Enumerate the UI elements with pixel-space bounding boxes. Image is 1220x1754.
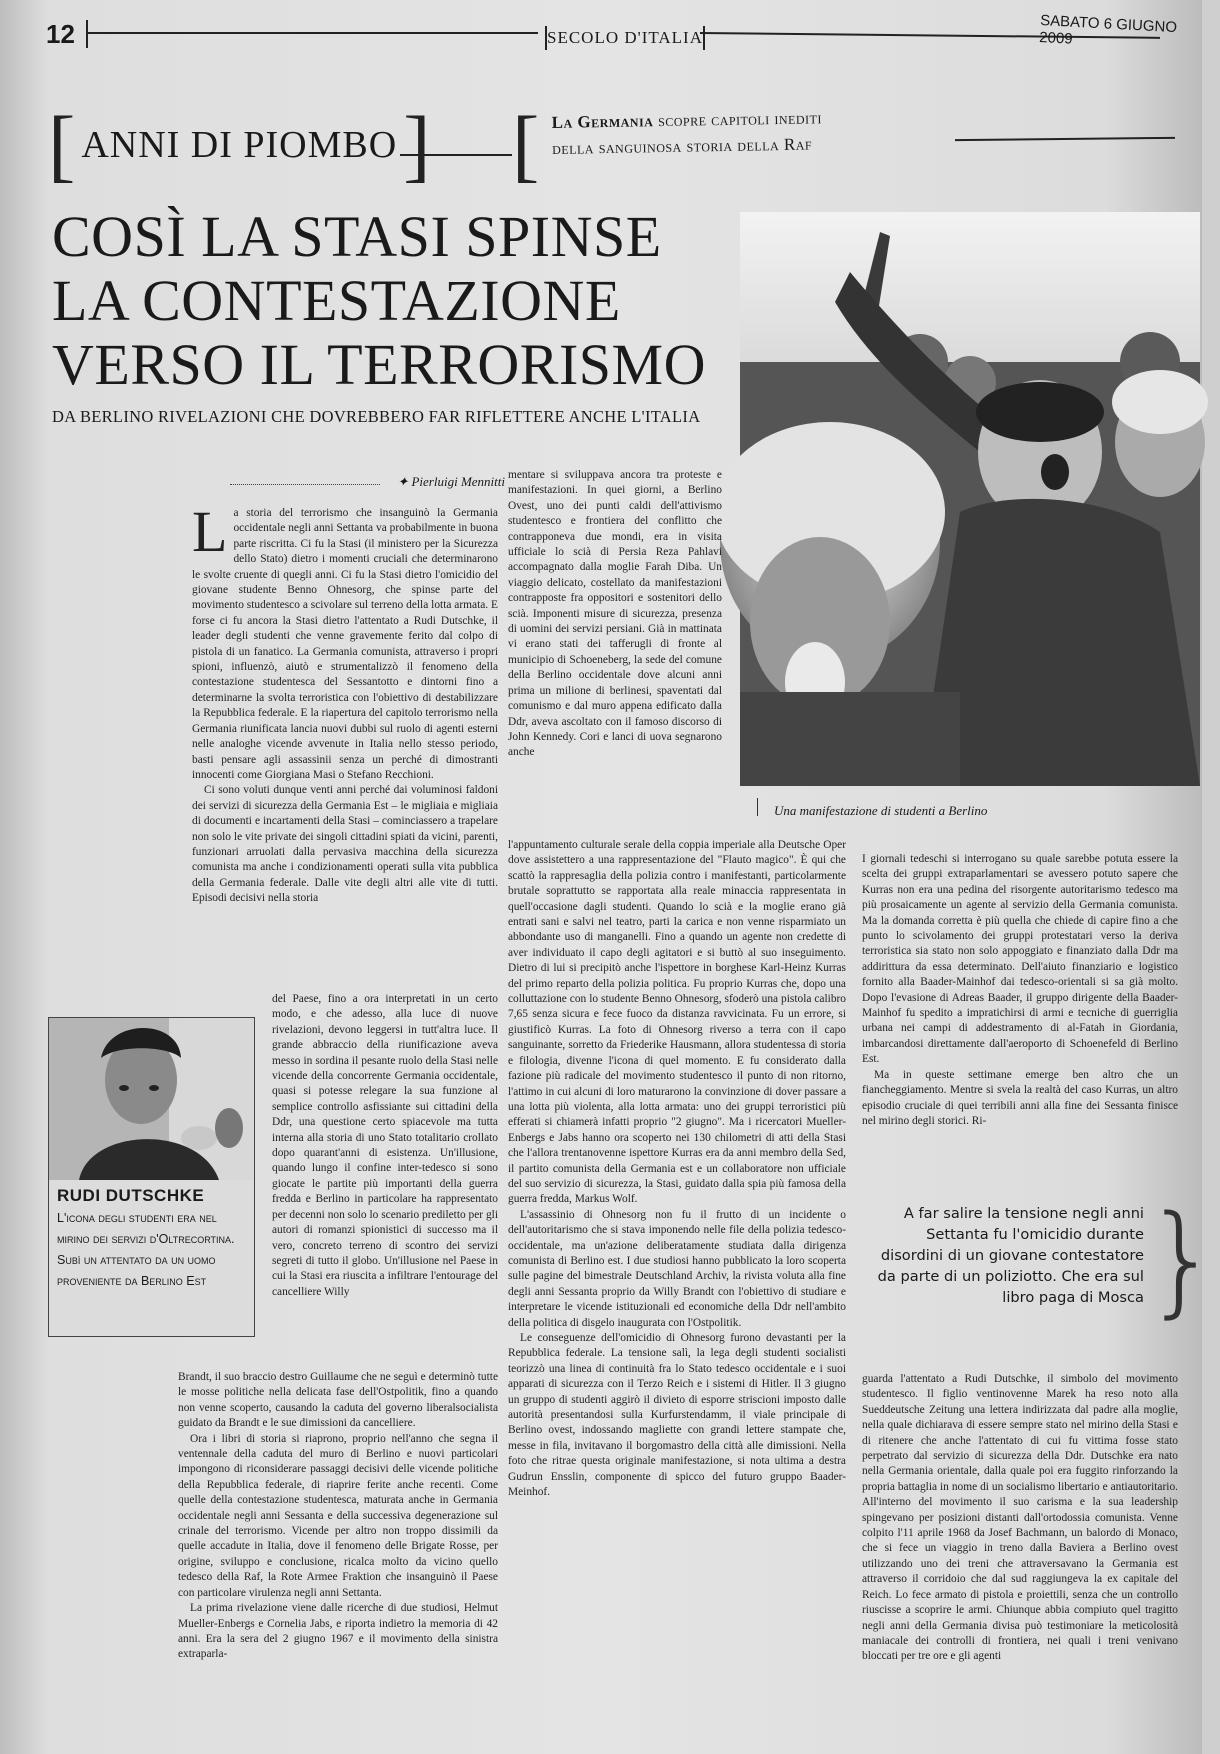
paragraph: I giornali tedeschi si interrogano su quale sarebbe potuta essere la scelta dei gruppi extraparlamentari se avessero potuto sapere che Kurras non era una pedina del risorgente autoritarismo tedesco ma più prosaicamente un agente al servizio della Germania comunista. Ma la domanda corretta è più quella che chiede di capire fino a che punto lo scivolamento dei gruppi protestatari verso la deriva terroristica sia stato non solo appoggiato e finanziato dalla Ddr ma addirittura da essa determinato. Dell'aiuto finanziario e logistico fornito alla Baader-Mainhof dai tedesco-orientali si sa già molto. Dopo l'evasione di Adreas Baader, il gruppo dirigente della Baader-Mainhof fu spedito a impratichirsi di armi e tecniche di guerriglia urbana nei campi di addestramento di al-Fatah in Giordania, imbarcandosi direttamente dall'aeroporto di Schoenefeld di Berlino Est.	[862, 853, 1178, 1066]
section-header	[48, 99, 431, 190]
protest-photo-illustration	[740, 212, 1200, 786]
paragraph: Ora i libri di storia si riaprono, proprio nell'anno che segna il ventennale della caduta del muro di Berlino e nuovi particolari impongono di riconsiderare passaggi decisivi delle vicende politiche della Repubblica federale, di riaprire ferite anche recenti. Come quelle della contestazione studentesca, maturata anche in Germania occidentale negli anni Sessanta e della successiva degenerazione sul crinale del terrorismo. Vicende per altro non troppo dissimili da quelle accadute in Italia, dove il fenomeno delle Brigate Rosse, per origine, sviluppo e conclusione, ricalca molto da vicino quello tedesco della Raf, la Rote Armee Fraktion che insanguinò il Paese con particolare virulenza negli anni Settanta.	[178, 1432, 498, 1599]
paragraph-text: a storia del terrorismo che insanguinò la Germania occidentale negli anni Settanta va probabilmente in buona parte riscritta. Ci fu la Stasi (il ministero per la Sicurezza dello Stato) dietro i momenti cruciali che determinarono le svolte cruente di quegli anni. Ci fu la Stasi dietro l'omicidio del giovane studente Benno Ohnesorg, che spinse parte del movimento studentesco a scivolare sul terreno della lotta armata. E forse ci fu ancora la Stasi dietro l'attentato a Rudi Dutschke, il leader degli studenti che venne gravemente ferito dal colpo di pistola di un fanatico. La Germania comunista, attraverso i propri spioni, influenzò, aiutò e strumentalizzò il fenomeno della contestazione studentesca del Sessantotto e dintorni fino a determinarne la svolta terroristica con l'obiettivo di destabilizzare la Repubblica federale. E la riapertura del capitolo terrorismo nella Germania riunificata lancia nuovi dubbi sul ruolo di agenti esterni nelle analoghe vicende avvenute in Italia nello stesso periodo, basti pensare agli assassinii senza un perché di dimostranti innocenti come Giorgiana Masi o Stefano Recchioni.	[192, 507, 498, 781]
pull-quote: A far salire la tensione negli anni Settanta fu l'omicidio durante disordini di un giovane contestatore da parte di un poliziotto. Che era sul libro paga di Mosca	[877, 1205, 1144, 1306]
masthead: SECOLO D'ITALIA	[545, 26, 705, 50]
caption-rule	[757, 798, 758, 816]
paragraph: Ma in queste settimane emerge ben altro che un fiancheggiamento. Mentre si svela la realtà del caso Kurras, un altro episodio cruciale di quei terribili anni alla fine dei Sessanta finisce nel mirino degli storici. Ri-	[862, 1068, 1178, 1127]
article-column-3	[862, 852, 1178, 1192]
article-column-1b	[272, 992, 498, 1370]
headline-line: VERSO IL TERRORISMO	[52, 332, 707, 397]
subheadline: DA BERLINO RIVELAZIONI CHE DOVREBBERO FAR RIFLETTERE ANCHE L'ITALIA	[52, 407, 701, 426]
headline	[52, 205, 732, 397]
page-number: 12	[46, 20, 88, 48]
portrait-photo-illustration	[49, 1018, 254, 1180]
paragraph: Ci sono voluti dunque venti anni perché dai voluminosi faldoni dei servizi di sicurezza della Germania Est – le migliaia e migliaia di documenti e incartamenti della Stasi – cominciassero a trapelare non solo le vite private dei singoli cittadini spiati da vicini, parenti, funzionari arruolati dalla pervasiva macchina della sicurezza comunista ma anche i condizionamenti operati sulla vita pubblica della Germania federale. Dalle vite degli altri alle vite di tutti. Episodi decisivi nella storia	[192, 784, 498, 905]
paragraph: Le conseguenze dell'omicidio di Ohnesorg furono devastanti per la Repubblica federale. La tensione salì, la lega degli studenti socialisti teorizzò una linea di continuità fra lo Stato tedesco occidentale e i suoi apparati di sicurezza con il Terzo Reich e i sistemi di Hitler. Il 3 giugno un gruppo di studenti aggirò il divieto di esporre striscioni imposto dalle autorità presentandosi sulla Kurfurstendamm, il viale principale di Berlino ovest, indossando magliette con grandi lettere stampate che, messe in fila, invitavano il borgomastro della città alle dimissioni. Nella foto che ritrae questa originale manifestazione, si nota ultima a destra Gudrun Ensslin, componente di spicco del futuro gruppo Baader-Meinhof.	[508, 1332, 846, 1499]
author-name: Pierluigi Mennitti	[411, 474, 505, 489]
kicker-line2: della sanguinosa storia della Raf	[552, 134, 813, 158]
headline-line: LA CONTESTAZIONE	[52, 268, 621, 333]
article-column-2	[508, 468, 722, 838]
paragraph	[192, 499, 498, 783]
section-rule	[400, 154, 512, 156]
article-column-3b	[862, 1372, 1178, 1738]
bracket-right: ]	[403, 99, 431, 190]
article-column-1c	[178, 1370, 498, 1738]
sidebar-caption: L'icona degli studenti era nel mirino dei servizi d'Oltrecortina. Subì un attentato da un uomo proveniente da Berlino Est	[57, 1211, 235, 1288]
paragraph: guarda l'attentato a Rudi Dutschke, il simbolo del movimento studentesco. Il figlio ventinovenne Marek ha reso noto alla Sueddeutsche Zeitung una lettera indirizzata dal padre alla moglie, nella quale dichiarava di essere sempre stato nel mirino della Stasi e di ritenere che anche l'attentato di cui fu vittima fosse stato perpetrato dal servizio di sicurezza della Ddr. Dutschke era nato nella Germania orientale, dalla quale poi era fuggito rinforzando la propria battaglia in nome di un socialismo libertario e antiautoritario. All'interno del movimento il suo carisma e la sua leadership spingevano per posizioni distanti dall'ortodossia comunista. Venne colpito l'11 aprile 1968 da Josef Bachmann, un balordo di Monaco, che si fece un viaggio in treno dalla Baviera a Berlino ovest utilizzando uno dei treni che attraversavano la Germania est attraverso il corridoio che dal sud raggiungeva la ex capitale del Reich. Lo fece armato di pistola e proiettili, senza che un controllo riuscisse a scoprire le armi. Chiunque abbia compiuto quel tragitto negli anni della Germania divisa può testimoniare la meticolosità maniacale dei controlli di frontiera, nei quali i treni venivano bloccati per tre ore e gli agenti	[862, 1373, 1178, 1663]
paragraph: L'assassinio di Ohnesorg non fu il frutto di un incidente o dell'autoritarismo che si stava imponendo nelle file della polizia tedesco-occidentale, ma un'azione deliberatamente studiata dalla dirigenza comunista di Berlino est. I due studiosi hanno pubblicato la loro scoperta sulle pagine del bimestrale Deutschland Archiv, la rivista voluta alla fine degli anni Sessanta proprio da Willy Brandt con l'obiettivo di studiare e interpretare le vicende istituzionali ed economiche della Ddr nell'ambito della politica di disgelo inaugurata con l'Ostpolitik.	[508, 1208, 846, 1329]
article-column-2b	[508, 838, 846, 1738]
paragraph: l'appuntamento culturale serale della coppia imperiale alla Deutsche Oper dove assistettero a una rappresentazione del "Flauto magico". È qui che scattò la rappresaglia della polizia contro i manifestanti, particolarmente brutale soprattutto se rapportata alla reale minaccia rappresentata in quell'occasione dagli studenti. Quando lo scià e la moglie erano già entrati sani e salvi nel teatro, parti la carica e non venne risparmiato un abbondante uso di manganelli. Fino a quando un agente non credette di aver individuato il capo degli agitatori e si buttò al suo inseguimento. Dietro di lui si precipitò anche l'ispettore in borghese Karl-Heinz Kurras del primo reparto della polizia politica. Fu proprio Kurras che, dopo una colluttazione con lo studente Benno Ohnesorg, sfoderò una pistola calibro 7,65 senza sicura e fece fuoco da distanza ravvicinata. Fu un errore, si giustificò Kurras. La foto di Ohnesorg riverso a terra con il capo sanguinante, sorretto da Friederike Hausmann, allora studentessa di storia e filologia, divenne l'icona di quel momento. E fu considerato dalla fazione più radicale del movimento studentesco il punto di non ritorno, l'attimo in cui alcuni di loro maturarono la convinzione di dover passare a una lotta più violenta, alla lotta armata: uno dei gruppi terroristici più efferati si chiamerà infatti proprio "2 giugno". Ma i ricercatori Mueller-Enbergs e Jabs hanno ora scoperto nei 130 chilometri di atti della Stasi che l'allora trentanovenne ispettore Kurras era da anni membro della Sed, il partito comunista della Germania est e un collaboratore non ufficiale del suo servizio di sicurezza, la Stasi, guidato dalla spia più famosa della guerra fredda, Markus Wolf.	[508, 839, 846, 1206]
kicker-rule	[955, 137, 1175, 141]
kicker-line1: scopre capitoli inediti	[657, 108, 823, 131]
kicker-bold: La Germania	[551, 111, 654, 133]
sidebar-name: RUDI DUTSCHKE	[57, 1186, 205, 1205]
sidebar-box	[48, 1017, 255, 1337]
paragraph: del Paese, fino a ora interpretati in un certo modo, e che adesso, alla luce di nuove rivelazioni, devono leggersi in tutt'altra luce. Il grande abbraccio della riunificazione aveva messo in sordina il pesante ruolo della Stasi nelle vicende della concorrente Germania occidentale, quasi si potesse relegare la sua funzione al semplice controllo asfissiante sui cittadini della Ddr, una questione certo spiacevole ma tutta interna alla storia di uno Stato totalitario crollato dopo quarant'anni di esistenza. Un'illusione, quando lungo il confine inter-tedesco si sono giocate le partite più importanti della guerra fredda e Berlino in particolare ha rappresentato per decenni non solo lo scenario prediletto per gli autori di romanzi spionistici di successo ma il vero, concreto terreno di scontro dei servizi segreti di tutto il globo. Un'illusione nel Paese in cui la Stasi era riuscita a infiltrare l'entourage del cancelliere Willy	[272, 993, 498, 1298]
byline: ✦ Pierluigi Mennitti	[397, 474, 505, 489]
paragraph: Brandt, il suo braccio destro Guillaume che ne seguì e determinò tutte le mosse politiche nella delicata fase dell'Ostpolitik, fino a quando non venne scoperto, causando la caduta del governo liberalsocialista guidato da Brandt e le sue dimissioni da cancelliere.	[178, 1371, 498, 1430]
kicker	[551, 103, 952, 168]
bracket-left: [	[48, 99, 76, 190]
masthead-rule-left	[88, 32, 538, 34]
section-title: ANNI DI PIOMBO	[81, 124, 398, 166]
article-column-1	[192, 499, 498, 992]
dutschke-photo	[49, 1018, 254, 1180]
photo-caption: Una manifestazione di studenti a Berlino	[774, 803, 988, 818]
headline-line: COSÌ LA STASI SPINSE	[52, 204, 662, 269]
paragraph: La prima rivelazione viene dalle ricerche di due studiosi, Helmut Mueller-Enbergs e Cornelia Jabs, e riporta indietro la memoria di 42 anni. Era la sera del 2 giugno 1967 e il movimento della sinistra extraparla-	[178, 1602, 498, 1661]
page-date: SABATO 6 GIUGNO 2009	[1038, 12, 1178, 48]
paragraph: mentare si sviluppava ancora tra proteste e manifestazioni. In quei giorni, a Berlino Ovest, uno dei punti caldi dell'attivismo studentesco e frontiera del conflitto che contrapponeva due mondi, era in visita ufficiale lo scià di Persia Reza Pahlavi accompagnato dalla moglie Farah Diba. Un viaggio delicato, costellato da manifestazioni contrapposte fra oppositori e sostenitori dello scià. Imponenti misure di sicurezza, presenza di uomini dei servizi persiani. Già in mattinata vi erano stati dei tafferugli di fronte al municipio di Schoeneberg, la sede del comune della Berlino occidentale dove alcuni anni prima un milione di berlinesi, spaventati dal comunismo e dal muro appena edificato dalla Ddr, aveva ascoltato con il famoso discorso di John Kennedy. Cori e lanci di uova segnarono anche	[508, 469, 722, 759]
main-photo	[740, 212, 1200, 786]
pull-quote-brace: }	[1144, 1191, 1220, 1330]
drop-cap: L	[192, 499, 228, 564]
kicker-bracket: [	[512, 99, 540, 190]
